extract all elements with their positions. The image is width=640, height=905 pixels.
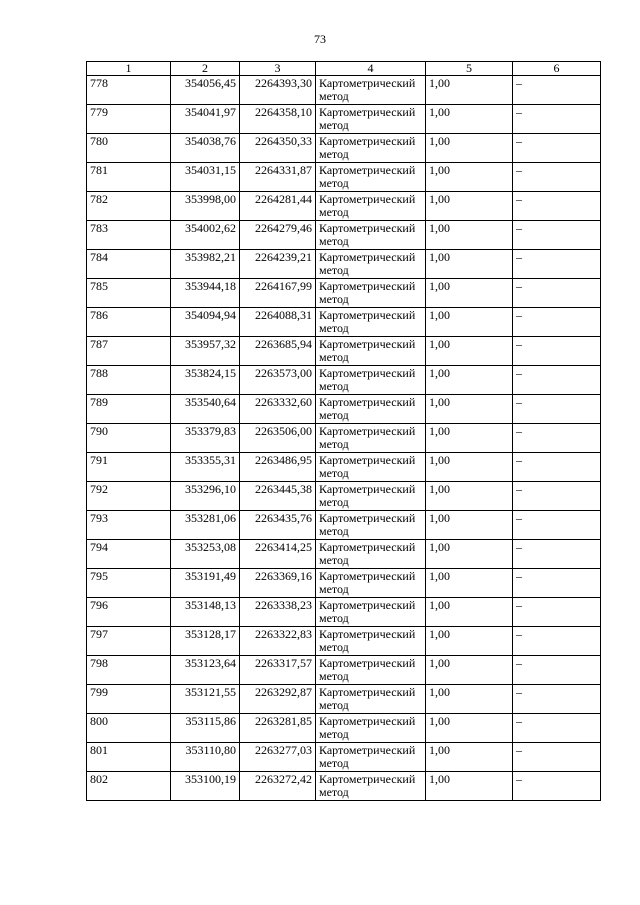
method-cell: Картометрический метод: [316, 656, 426, 685]
x-coordinate-cell: 353128,17: [171, 627, 240, 656]
point-number-cell: 798: [87, 656, 171, 685]
note-cell: –: [513, 424, 601, 453]
x-coordinate-cell: 353148,13: [171, 598, 240, 627]
note-cell: –: [513, 308, 601, 337]
table-row: [87, 221, 601, 250]
note-cell: –: [513, 192, 601, 221]
table-row: [87, 598, 601, 627]
note-cell: –: [513, 511, 601, 540]
table-row: [87, 424, 601, 453]
table-row: [87, 656, 601, 685]
accuracy-cell: 1,00: [426, 395, 513, 424]
x-coordinate-cell: 353355,31: [171, 453, 240, 482]
x-coordinate-cell: 353123,64: [171, 656, 240, 685]
method-cell: Картометрический метод: [316, 337, 426, 366]
x-coordinate-cell: 353998,00: [171, 192, 240, 221]
table-row: [87, 163, 601, 192]
note-cell: –: [513, 395, 601, 424]
y-coordinate-cell: 2264239,21: [240, 250, 316, 279]
y-coordinate-cell: 2263369,16: [240, 569, 316, 598]
point-number-cell: 797: [87, 627, 171, 656]
accuracy-cell: 1,00: [426, 163, 513, 192]
method-cell: Картометрический метод: [316, 540, 426, 569]
note-cell: –: [513, 743, 601, 772]
x-coordinate-cell: 353191,49: [171, 569, 240, 598]
point-number-cell: 782: [87, 192, 171, 221]
point-number-cell: 800: [87, 714, 171, 743]
accuracy-cell: 1,00: [426, 540, 513, 569]
column-header: 6: [513, 62, 601, 76]
y-coordinate-cell: 2264358,10: [240, 105, 316, 134]
x-coordinate-cell: 353110,80: [171, 743, 240, 772]
y-coordinate-cell: 2263322,83: [240, 627, 316, 656]
note-cell: –: [513, 250, 601, 279]
method-cell: Картометрический метод: [316, 627, 426, 656]
table-header-row: [87, 62, 601, 76]
note-cell: –: [513, 569, 601, 598]
accuracy-cell: 1,00: [426, 221, 513, 250]
method-cell: Картометрический метод: [316, 743, 426, 772]
method-cell: Картометрический метод: [316, 279, 426, 308]
table-row: [87, 337, 601, 366]
point-number-cell: 795: [87, 569, 171, 598]
note-cell: –: [513, 482, 601, 511]
method-cell: Картометрический метод: [316, 714, 426, 743]
table-row: [87, 569, 601, 598]
y-coordinate-cell: 2264331,87: [240, 163, 316, 192]
x-coordinate-cell: 353982,21: [171, 250, 240, 279]
y-coordinate-cell: 2263486,95: [240, 453, 316, 482]
accuracy-cell: 1,00: [426, 337, 513, 366]
point-number-cell: 788: [87, 366, 171, 395]
x-coordinate-cell: 353944,18: [171, 279, 240, 308]
accuracy-cell: 1,00: [426, 511, 513, 540]
accuracy-cell: 1,00: [426, 453, 513, 482]
point-number-cell: 781: [87, 163, 171, 192]
method-cell: Картометрический метод: [316, 772, 426, 801]
table-row: [87, 105, 601, 134]
page-number: 73: [314, 32, 326, 46]
point-number-cell: 780: [87, 134, 171, 163]
note-cell: –: [513, 163, 601, 192]
table-row: [87, 366, 601, 395]
method-cell: Картометрический метод: [316, 221, 426, 250]
method-cell: Картометрический метод: [316, 366, 426, 395]
method-cell: Картометрический метод: [316, 163, 426, 192]
method-cell: Картометрический метод: [316, 308, 426, 337]
y-coordinate-cell: 2264281,44: [240, 192, 316, 221]
table-row: [87, 772, 601, 801]
note-cell: –: [513, 714, 601, 743]
y-coordinate-cell: 2264393,30: [240, 76, 316, 105]
method-cell: Картометрический метод: [316, 424, 426, 453]
y-coordinate-cell: 2263292,87: [240, 685, 316, 714]
x-coordinate-cell: 354094,94: [171, 308, 240, 337]
x-coordinate-cell: 354002,62: [171, 221, 240, 250]
note-cell: –: [513, 105, 601, 134]
table-row: [87, 511, 601, 540]
table-row: [87, 685, 601, 714]
table-row: [87, 482, 601, 511]
point-number-cell: 779: [87, 105, 171, 134]
y-coordinate-cell: 2263272,42: [240, 772, 316, 801]
x-coordinate-cell: 354041,97: [171, 105, 240, 134]
method-cell: Картометрический метод: [316, 250, 426, 279]
accuracy-cell: 1,00: [426, 134, 513, 163]
y-coordinate-cell: 2264167,99: [240, 279, 316, 308]
column-header: 4: [316, 62, 426, 76]
method-cell: Картометрический метод: [316, 134, 426, 163]
note-cell: –: [513, 772, 601, 801]
point-number-cell: 784: [87, 250, 171, 279]
point-number-cell: 789: [87, 395, 171, 424]
table-row: [87, 453, 601, 482]
table-row: [87, 395, 601, 424]
y-coordinate-cell: 2264350,33: [240, 134, 316, 163]
table-row: [87, 279, 601, 308]
method-cell: Картометрический метод: [316, 569, 426, 598]
accuracy-cell: 1,00: [426, 192, 513, 221]
method-cell: Картометрический метод: [316, 685, 426, 714]
accuracy-cell: 1,00: [426, 656, 513, 685]
point-number-cell: 786: [87, 308, 171, 337]
y-coordinate-cell: 2263435,76: [240, 511, 316, 540]
method-cell: Картометрический метод: [316, 76, 426, 105]
point-number-cell: 796: [87, 598, 171, 627]
accuracy-cell: 1,00: [426, 250, 513, 279]
table-row: [87, 627, 601, 656]
point-number-cell: 794: [87, 540, 171, 569]
table-row: [87, 250, 601, 279]
point-number-cell: 783: [87, 221, 171, 250]
column-header: 5: [426, 62, 513, 76]
accuracy-cell: 1,00: [426, 569, 513, 598]
note-cell: –: [513, 134, 601, 163]
accuracy-cell: 1,00: [426, 76, 513, 105]
y-coordinate-cell: 2263277,03: [240, 743, 316, 772]
method-cell: Картометрический метод: [316, 192, 426, 221]
column-header: 2: [171, 62, 240, 76]
y-coordinate-cell: 2263281,85: [240, 714, 316, 743]
table-row: [87, 192, 601, 221]
y-coordinate-cell: 2264088,31: [240, 308, 316, 337]
note-cell: –: [513, 76, 601, 105]
table-row: [87, 308, 601, 337]
note-cell: –: [513, 221, 601, 250]
note-cell: –: [513, 366, 601, 395]
y-coordinate-cell: 2263338,23: [240, 598, 316, 627]
method-cell: Картометрический метод: [316, 395, 426, 424]
x-coordinate-cell: 353379,83: [171, 424, 240, 453]
accuracy-cell: 1,00: [426, 714, 513, 743]
accuracy-cell: 1,00: [426, 627, 513, 656]
note-cell: –: [513, 656, 601, 685]
accuracy-cell: 1,00: [426, 308, 513, 337]
accuracy-cell: 1,00: [426, 772, 513, 801]
accuracy-cell: 1,00: [426, 482, 513, 511]
point-number-cell: 792: [87, 482, 171, 511]
y-coordinate-cell: 2263685,94: [240, 337, 316, 366]
note-cell: –: [513, 337, 601, 366]
point-number-cell: 787: [87, 337, 171, 366]
y-coordinate-cell: 2263445,38: [240, 482, 316, 511]
method-cell: Картометрический метод: [316, 598, 426, 627]
note-cell: –: [513, 598, 601, 627]
note-cell: –: [513, 685, 601, 714]
point-number-cell: 802: [87, 772, 171, 801]
table-row: [87, 743, 601, 772]
x-coordinate-cell: 353100,19: [171, 772, 240, 801]
column-header: 1: [87, 62, 171, 76]
accuracy-cell: 1,00: [426, 685, 513, 714]
accuracy-cell: 1,00: [426, 366, 513, 395]
table-row: [87, 134, 601, 163]
table-row: [87, 714, 601, 743]
y-coordinate-cell: 2263317,57: [240, 656, 316, 685]
note-cell: –: [513, 453, 601, 482]
accuracy-cell: 1,00: [426, 279, 513, 308]
x-coordinate-cell: 354038,76: [171, 134, 240, 163]
note-cell: –: [513, 279, 601, 308]
accuracy-cell: 1,00: [426, 105, 513, 134]
method-cell: Картометрический метод: [316, 511, 426, 540]
x-coordinate-cell: 353115,86: [171, 714, 240, 743]
table-row: [87, 76, 601, 105]
note-cell: –: [513, 540, 601, 569]
point-number-cell: 799: [87, 685, 171, 714]
x-coordinate-cell: 353540,64: [171, 395, 240, 424]
x-coordinate-cell: 353824,15: [171, 366, 240, 395]
method-cell: Картометрический метод: [316, 105, 426, 134]
accuracy-cell: 1,00: [426, 743, 513, 772]
x-coordinate-cell: 354056,45: [171, 76, 240, 105]
point-number-cell: 785: [87, 279, 171, 308]
x-coordinate-cell: 353281,06: [171, 511, 240, 540]
point-number-cell: 791: [87, 453, 171, 482]
point-number-cell: 778: [87, 76, 171, 105]
table-body: [87, 76, 601, 801]
x-coordinate-cell: 353957,32: [171, 337, 240, 366]
point-number-cell: 793: [87, 511, 171, 540]
x-coordinate-cell: 353121,55: [171, 685, 240, 714]
x-coordinate-cell: 353253,08: [171, 540, 240, 569]
y-coordinate-cell: 2263506,00: [240, 424, 316, 453]
y-coordinate-cell: 2264279,46: [240, 221, 316, 250]
accuracy-cell: 1,00: [426, 598, 513, 627]
accuracy-cell: 1,00: [426, 424, 513, 453]
table-row: [87, 540, 601, 569]
method-cell: Картометрический метод: [316, 482, 426, 511]
x-coordinate-cell: 354031,15: [171, 163, 240, 192]
y-coordinate-cell: 2263414,25: [240, 540, 316, 569]
coordinates-table: [86, 61, 601, 801]
y-coordinate-cell: 2263332,60: [240, 395, 316, 424]
method-cell: Картометрический метод: [316, 453, 426, 482]
note-cell: –: [513, 627, 601, 656]
column-header: 3: [240, 62, 316, 76]
x-coordinate-cell: 353296,10: [171, 482, 240, 511]
point-number-cell: 801: [87, 743, 171, 772]
point-number-cell: 790: [87, 424, 171, 453]
y-coordinate-cell: 2263573,00: [240, 366, 316, 395]
